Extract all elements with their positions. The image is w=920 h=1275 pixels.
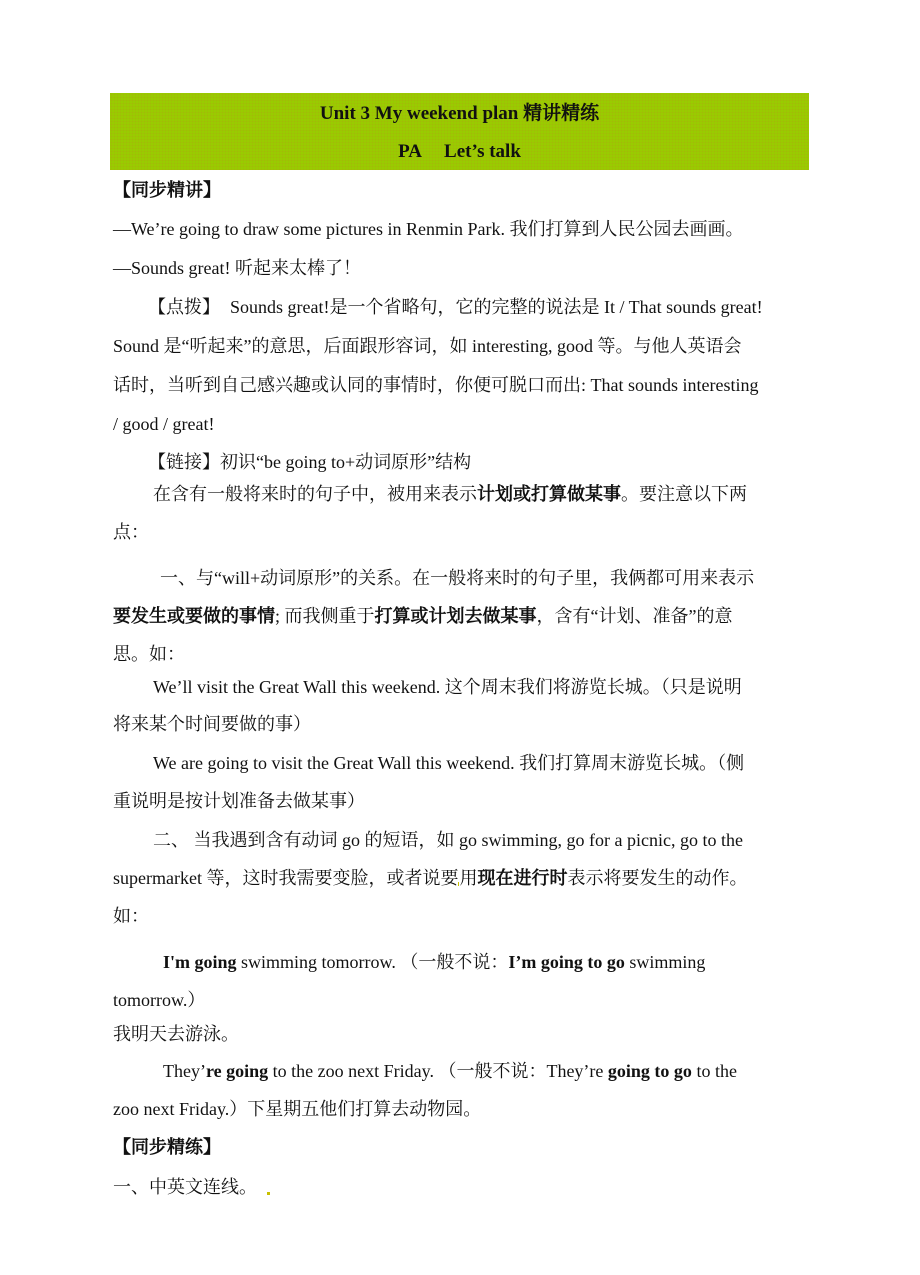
point1-line-1: 一、与“will+动词原形”的关系。在一般将来时的句子里，我俩都可用来表示 [160, 568, 755, 588]
tip-line-2: Sound 是“听起来”的意思，后面跟形容词，如 interesting, good 等。与他人英语会 [113, 336, 742, 356]
link-heading [148, 450, 813, 474]
point2-example2-line-2: zoo next Friday.）下星期五他们打算去动物园。 [113, 1099, 482, 1119]
point2-line-3: 如： [113, 906, 149, 926]
unit-title: Unit 3 My weekend plan 精讲精练 [319, 103, 600, 124]
section-heading-explanation: 【同步精讲】 [113, 180, 221, 200]
section-heading-practice: 【同步精练】 [113, 1137, 221, 1157]
stray-mark [267, 1192, 270, 1195]
lesson-subtitle [110, 139, 809, 165]
link-intro-line-2: 点： [113, 522, 149, 542]
emphasis-plan: 计划或打算做某事 [477, 484, 621, 504]
tip-line-3: 话时，当听到自己感兴趣或认同的事情时，你便可脱口而出: That sounds interesting [113, 375, 759, 395]
point2-example1-line-2: tomorrow.） [113, 990, 206, 1010]
point1-line-2: 要发生或要做的事情; 而我侧重于打算或计划去做某事，含有“计划、准备”的意 [113, 606, 733, 626]
lesson-name: Let’s talk [444, 141, 521, 162]
point2-example2-line-1: They’re going to the zoo next Friday. （一般不说：They’re going to go to the [163, 1061, 737, 1081]
tip-line-1: 【点拨】 Sounds great!是一个省略句，它的完整的说法是 It / That sounds great! [148, 297, 763, 317]
point1-line-3: 思。如： [113, 644, 185, 664]
title-banner [110, 93, 809, 170]
example1-line-1: We’ll visit the Great Wall this weekend. 这个周末我们将游览长城。（只是说明 [153, 677, 742, 697]
example2-line-1: We are going to visit the Great Wall this weekend. 我们打算周末游览长城。（侧 [153, 753, 745, 773]
point2-line-2: supermarket 等，这时我需要变脸，或者说要用现在进行时表示将要发生的动作。 [113, 868, 748, 888]
part-label: PA [398, 141, 423, 162]
exercise-1-title: 一、中英文连线。 [113, 1175, 813, 1199]
tip-line-4: / good / great! [113, 414, 215, 434]
link-title: 初识“be going to+动词原形”结构 [220, 452, 472, 472]
dialog-line-2: —Sounds great! 听起来太棒了！ [113, 258, 361, 278]
link-intro-line-1: 在含有一般将来时的句子中，被用来表示计划或打算做某事。要注意以下两 [153, 484, 747, 504]
tip-label: 【点拨】 [148, 297, 220, 317]
point2-example1-line-1: I'm going swimming tomorrow. （一般不说：I’m going to go swimming [163, 952, 706, 972]
link-label: 【链接】 [148, 452, 220, 472]
example2-line-2: 重说明是按计划准备去做某事） [113, 791, 365, 811]
dialog-line-1: —We’re going to draw some pictures in Renmin Park. 我们打算到人民公园去画画。 [113, 219, 744, 239]
point2-line-1: 二、 当我遇到含有动词 go 的短语，如 go swimming, go for a picnic, go to the [153, 830, 743, 850]
point2-example1-translation: 我明天去游泳。 [113, 1024, 239, 1044]
example1-line-2: 将来某个时间要做的事） [113, 714, 311, 734]
